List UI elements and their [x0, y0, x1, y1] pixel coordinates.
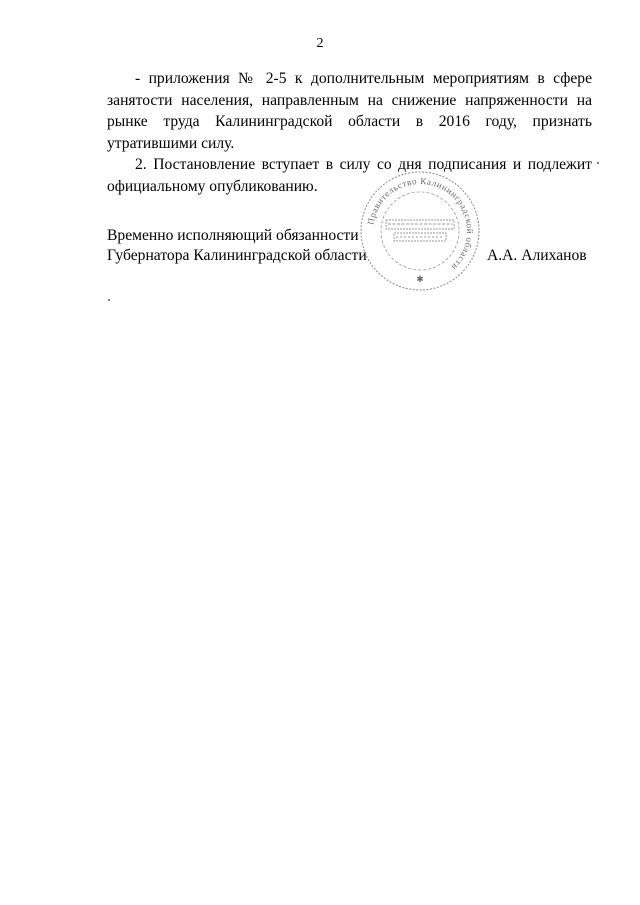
- stray-mark: [597, 162, 599, 164]
- signatory-name: А.А. Алиханов: [487, 247, 587, 264]
- paragraph-entry-into-force: 2. Постановление вступает в силу со дня подписания и подлежит официальному опубликованию.: [107, 156, 592, 195]
- seal-center-emblem: [386, 220, 454, 241]
- paragraph-annex-repeal: - приложения № 2-5 к дополнительным мероприятиям в сфере занятости населения, направленным на снижение напряженности на рынке труда Калининградской области в 2016 году, признать утратившими силу.: [107, 70, 592, 152]
- seal-outer-ring: [361, 172, 479, 290]
- stray-mark: [108, 299, 110, 301]
- signatory-position-line2: Губернатора Калининградской области: [107, 247, 367, 264]
- signatory-position-line1: Временно исполняющий обязанности: [107, 227, 359, 244]
- seal-star-icon: ✱: [416, 275, 424, 285]
- official-seal: [356, 170, 484, 292]
- page-number: 2: [316, 36, 324, 51]
- signature-block: [107, 226, 367, 266]
- seal-ring-text: Правительство Калининградской области: [365, 175, 476, 273]
- seal-inner-ring: [381, 192, 459, 270]
- document-body: [107, 68, 592, 197]
